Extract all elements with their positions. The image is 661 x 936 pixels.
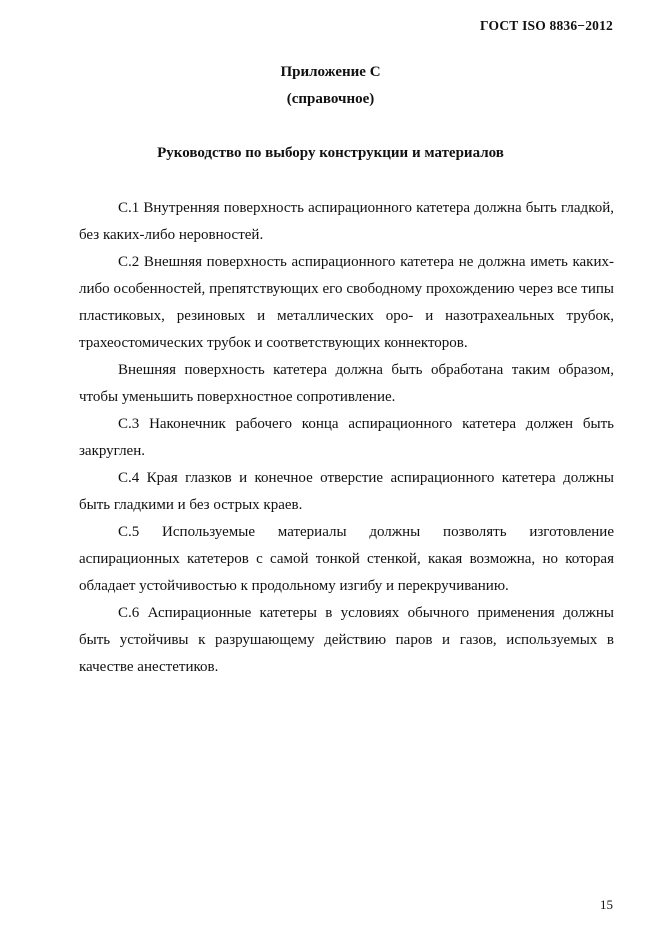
page-number: 15	[600, 897, 613, 912]
standard-code: ГОСТ ISO 8836−2012	[480, 18, 613, 33]
paragraph-c4: С.4 Края глазков и конечное отверстие аспирационного катетера должны быть гладкими и без острых краев.	[79, 470, 614, 513]
section-heading: Руководство по выбору конструкции и материалов	[157, 145, 504, 161]
paragraph-c1: С.1 Внутренняя поверхность аспирационного катетера должна быть гладкой, без каких-либо неровностей.	[79, 200, 614, 243]
annex-title: Приложение С	[280, 64, 381, 80]
paragraph-c5: С.5 Используемые материалы должны позволять изготовление аспирационных катетеров с самой тонкой стенкой, какая возможна, но которая обладает устойчивостью к продольному изгибу и перекручиванию.	[79, 524, 614, 594]
paragraph-c2-continued: Внешняя поверхность катетера должна быть обработана таким образом, чтобы уменьшить поверхностное сопротивление.	[79, 362, 614, 405]
paragraph-c2: С.2 Внешняя поверхность аспирационного катетера не должна иметь каких-либо особенностей, препятствующих его свободному прохождению через все типы пластиковых, резиновых и металлических оро- и назотрахеальных трубок, трахеостомических трубок и соответствующих коннекторов.	[79, 254, 614, 351]
body-text	[79, 195, 614, 681]
paragraph-c3: С.3 Наконечник рабочего конца аспирационного катетера должен быть закруглен.	[79, 416, 614, 459]
annex-subtitle: (справочное)	[286, 91, 375, 107]
paragraph-c6: С.6 Аспирационные катетеры в условиях обычного применения должны быть устойчивы к разрушающему действию паров и газов, используемых в качестве анестетиков.	[79, 605, 614, 675]
